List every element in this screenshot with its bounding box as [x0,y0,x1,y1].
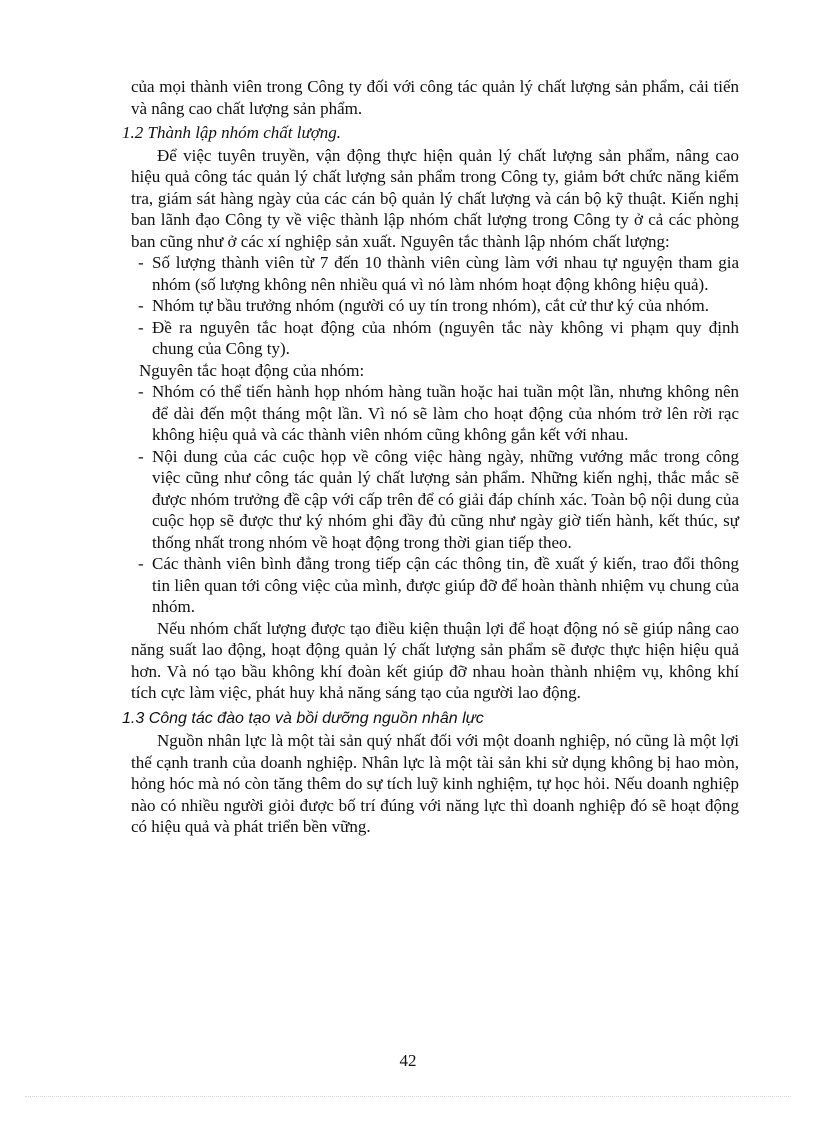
section-1-2-conclusion: Nếu nhóm chất lượng được tạo điều kiện thuận lợi để hoạt động nó sẽ giúp nâng cao năng suất lao động, hoạt động quản lý chất lượng sản phẩm sẽ được thực hiện hiệu quả hơn. Và nó tạo bầu không khí đoàn kết giúp đỡ nhau hoàn thành nhiệm vụ, không khí tích cực làm việc, phát huy khả năng sáng tạo của người lao động. [131,618,739,702]
document-body [122,76,739,838]
page-bottom-divider [25,1096,791,1097]
list-item: - Đề ra nguyên tắc hoạt động của nhóm (nguyên tắc này không vi phạm quy định chung của Công ty). [138,317,739,358]
operation-principles-list [131,381,739,618]
operation-principles-heading: Nguyên tắc hoạt động của nhóm: [139,360,365,380]
establish-principles-list [131,252,739,360]
section-1-2-paragraph: Để việc tuyên truyền, vận động thực hiện quản lý chất lượng sản phẩm, nâng cao hiệu quả công tác quản lý chất lượng sản phẩm trong Công ty, giảm bớt chức năng kiểm tra, giám sát hàng ngày của các cán bộ quản lý chất lượng và cán bộ kỹ thuật. Kiến nghị ban lãnh đạo Công ty về việc thành lập nhóm chất lượng trong Công ty ở cả các phòng ban cũng như ở các xí nghiệp sản xuất. Nguyên tắc thành lập nhóm chất lượng: [131,145,739,251]
list-item: - Nội dung của các cuộc họp về công việc hàng ngày, những vướng mắc trong công việc cũng như công tác quản lý chất lượng sản phẩm. Những kiến nghị, thắc mắc sẽ được nhóm trưởng đề cập với cấp trên để có giải đáp chính xác. Toàn bộ nội dung của cuộc họp sẽ được thư ký nhóm ghi đầy đủ cũng như ngày giờ tiến hành, kết thúc, sự thống nhất trong nhóm về hoạt động trong thời gian tiếp theo. [138,446,739,552]
list-item: - Nhóm có thể tiến hành họp nhóm hàng tuần hoặc hai tuần một lần, nhưng không nên để dài đến một tháng một lần. Vì nó sẽ làm cho hoạt động của nhóm trở lên rời rạc không hiệu quả và các thành viên nhóm cũng không gắn kết với nhau. [138,382,739,444]
section-1-3-paragraph: Nguồn nhân lực là một tài sản quý nhất đối với một doanh nghiệp, nó cũng là một lợi thế cạnh tranh của doanh nghiệp. Nhân lực là một tài sản khi sử dụng không bị hao mòn, hỏng hóc mà nó còn tăng thêm do sự tích luỹ kinh nghiệm, tự học hỏi. Nếu doanh nghiệp nào có nhiều người giỏi được bố trí đúng với năng lực thì doanh nghiệp đó sẽ hoạt động có hiệu quả và phát triển bền vững. [131,731,739,836]
section-1-2-heading: 1.2 Thành lập nhóm chất lượng. [122,123,342,142]
intro-paragraph: của mọi thành viên trong Công ty đối với công tác quản lý chất lượng sản phẩm, cải tiến và nâng cao chất lượng sản phẩm. [131,77,739,118]
section-1-3-heading: 1.3 Công tác đào tạo và bồi dưỡng nguồn nhân lực [122,709,484,727]
list-item: - Các thành viên bình đẳng trong tiếp cận các thông tin, đề xuất ý kiến, trao đổi thông tin liên quan tới công việc của mình, được giúp đỡ để hoàn thành nhiệm vụ chung của nhóm. [138,554,739,616]
list-item: - Nhóm tự bầu trưởng nhóm (người có uy tín trong nhóm), cắt cử thư ký của nhóm. [138,296,709,315]
page-number: 42 [399,1051,417,1070]
list-item: - Số lượng thành viên từ 7 đến 10 thành viên cùng làm với nhau tự nguyện tham gia nhóm (số lượng không nên nhiều quá vì nó làm nhóm hoạt động không hiệu quả). [138,253,739,294]
